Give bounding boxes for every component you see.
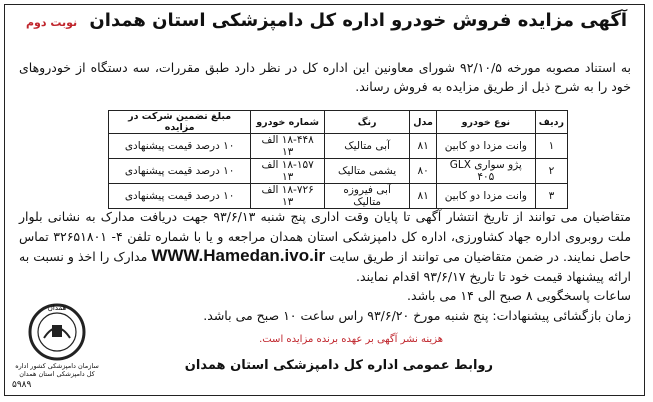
logo-ring-text: همدان	[47, 304, 67, 312]
hours-text: ساعات پاسخگویی ۸ صبح الی ۱۴ می باشد.	[407, 288, 631, 303]
cost-note: هزینه نشر آگهی بر عهده برنده مزایده است.	[259, 334, 443, 345]
ad-code: ۵۹۸۹	[12, 380, 32, 390]
vehicles-table	[108, 110, 568, 209]
website-link[interactable]: WWW.Hamedan.ivo.ir	[151, 246, 326, 265]
col-plate: شماره خودرو	[251, 111, 325, 134]
cell: ۱	[535, 134, 567, 159]
intro-paragraph: به استناد مصوبه مورخه ۹۲/۱۰/۵ شورای معاونین این اداره کل در نظر دارد طبق مقررات، سه دستگاه از خودروهای خود را به شرح ذیل از طریق مزایده به فروش رساند.	[19, 60, 632, 94]
cell: ۱۸-۷۲۶ الف ۱۳	[251, 184, 325, 209]
ad-title	[0, 10, 653, 31]
cell: ۸۱	[410, 184, 437, 209]
details-paragraph	[19, 207, 631, 325]
cell: آبی متالیک	[324, 134, 409, 159]
title-text: آگهی مزایده فروش خودرو اداره کل دامپزشکی استان همدان	[89, 10, 628, 31]
details-text-1: متقاضیان می توانند از تاریخ انتشار آگهی تا پایان وقت اداری پنج شنبه ۹۳/۶/۱۳ جهت دریافت مدارک به نشانی بلوار ملت روبروی اداره جهاد کشاورزی، اداره کل دامپزشکی استان همدان مراجعه و یا با شماره تلفن ۴- ۳۲۶۵۱۸۰۱ تماس حاصل نمایند. در ضمن متقاضیان می توانند از طریق سایت	[19, 209, 632, 264]
col-model: مدل	[410, 111, 437, 134]
cell: وانت مزدا دو کابین	[436, 184, 535, 209]
cell: ۸۰	[410, 159, 437, 184]
cell: ۱۰ درصد قیمت پیشنهادی	[109, 134, 251, 159]
opening-text: زمان بازگشائی پیشنهادات: پنج شنبه مورخ ۹۳/۶/۲۰ راس ساعت ۱۰ صبح می باشد.	[203, 307, 631, 323]
cell: ۲	[535, 159, 567, 184]
details-text-2: مدارک را اخذ و نسبت به ارائه پیشنهاد قیمت خود تا تاریخ ۹۳/۶/۱۷ اقدام نمایند.	[19, 249, 631, 284]
cell: ۳	[535, 184, 567, 209]
logo-caption: سازمان دامپزشکی کشور اداره کل دامپزشکی استان همدان	[15, 362, 99, 378]
cell: ۱۸-۴۴۸ الف ۱۳	[251, 134, 325, 159]
cell: آبی فیروزه متالیک	[324, 184, 409, 209]
col-vehicle-type: نوع خودرو	[436, 111, 535, 134]
col-guarantee: مبلغ تضمین شرکت در مزایده	[109, 111, 251, 134]
organization-logo-icon	[14, 300, 100, 364]
cell: پژو سواری GLX ۴۰۵	[436, 159, 535, 184]
cell: ۱۸-۱۵۷ الف ۱۳	[251, 159, 325, 184]
title-badge: نوبت دوم	[25, 16, 78, 29]
cell: یشمی متالیک	[324, 159, 409, 184]
cell: وانت مزدا دو کابین	[436, 134, 535, 159]
footer-signature: روابط عمومی اداره کل دامپزشکی استان همدان	[184, 358, 493, 373]
table-row	[109, 134, 568, 159]
col-row: ردیف	[535, 111, 567, 134]
cell: ۱۰ درصد قیمت پیشنهادی	[109, 184, 251, 209]
col-color: رنگ	[324, 111, 409, 134]
table-row	[109, 159, 568, 184]
cell: ۸۱	[410, 134, 437, 159]
cell: ۱۰ درصد قیمت پیشنهادی	[109, 159, 251, 184]
table-header-row	[109, 111, 568, 134]
table-row	[109, 184, 568, 209]
